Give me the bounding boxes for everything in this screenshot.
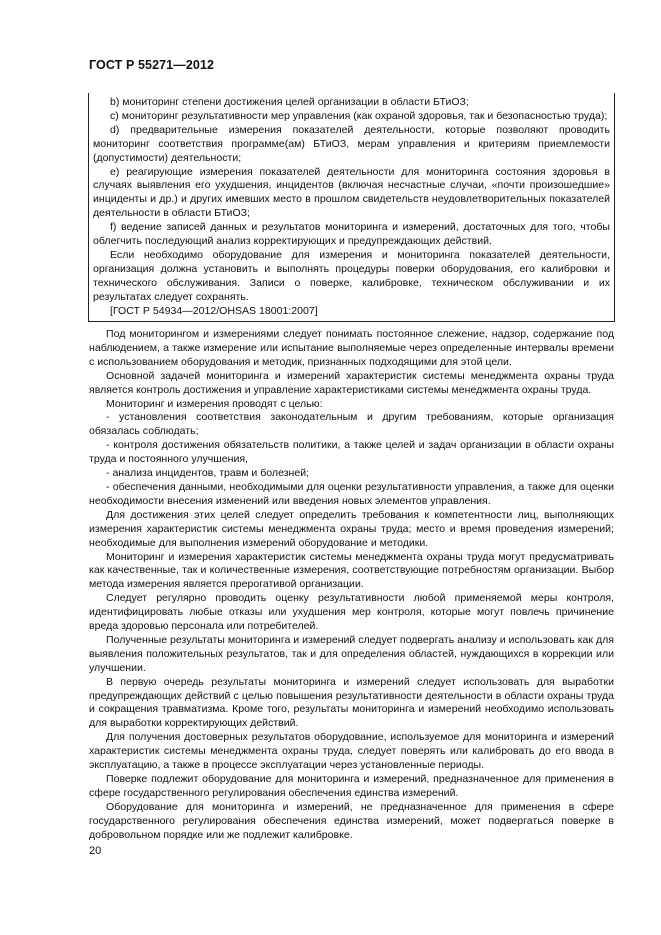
list-item: - установления соответствия законодательным и другим требованиям, которые организация обязалась соблюдать; [89, 411, 614, 438]
paragraph: Мониторинг и измерения характеристик системы менеджмента охраны труда могут предусматривать как качественные, так и количественные измерения, соответствующие потребностям организации. Выбор метода измерения является прерогативой организации. [89, 550, 614, 591]
paragraph: Мониторинг и измерения проводят с целью: [106, 397, 323, 410]
paragraph: Основной задачей мониторинга и измерений характеристик системы менеджмента охраны труда является контроль достижения и управление характеристиками системы менеджмента охраны труда. [89, 369, 614, 396]
paragraph: В первую очередь результаты мониторинга и измерений следует использовать для выработки предупреждающих действий с целью повышения результативности деятельности в области охраны труда и сокращения травматизма. Кроме того, результаты мониторинга и измерений необходимо использовать для выработки корректирующих действий. [89, 675, 614, 730]
quote-item: e) реагирующие измерения показателей деятельности для мониторинга состояния здоровья в случаях выявления его ухудшения, инцидентов (включая несчастные случаи, «почти произошедшие» инциденты и др.) и других имевших место в прошлом свидетельств неудовлетворительных показателей деятельности в области БТиОЗ; [93, 165, 610, 220]
paragraph: Под мониторингом и измерениями следует понимать постоянное слежение, надзор, содержание под наблюдением, а также измерение или испытание выполняемые через определенные интервалы времени с использованием оборудования и методик, признанных подходящими для этой цели. [89, 328, 614, 368]
quote-box [88, 93, 615, 322]
body-text [89, 328, 614, 843]
page-number: 20 [89, 845, 102, 857]
paragraph: Полученные результаты мониторинга и измерений следует подвергать анализу и использовать как для выявления положительных результатов, так и для определения областей, нуждающихся в коррекции или улучшении. [89, 633, 614, 674]
paragraph: Оборудование для мониторинга и измерений, не предназначенное для применения в сфере государственного регулирования обеспечения единства измерений, может подвергаться поверке в добровольном порядке или же подлежит калибровке. [89, 800, 614, 841]
paragraph: Поверке подлежит оборудование для мониторинга и измерений, предназначенное для применения в сфере государственного регулирования обеспечения единства измерений. [89, 773, 614, 799]
paragraph: Для получения достоверных результатов оборудование, используемое для мониторинга и измерений характеристик системы менеджмента охраны труда, следует поверять или калибровать до его ввода в эксплуатацию, а также в процессе эксплуатации через установленные периоды. [89, 731, 614, 772]
list-item: - контроля достижения обязательств политики, а также целей и задач организации в области охраны труда и постоянного улучшения, [89, 439, 614, 466]
quote-reference: [ГОСТ Р 54934—2012/OHSAS 18001:2007] [110, 304, 318, 317]
paragraph: Для достижения этих целей следует определить требования к компетентности лиц, выполняющих измерения характеристик системы менеджмента охраны труда; место и время проведения измерений; необходимые для выполнения измерений оборудование и методики. [89, 508, 614, 549]
list-item: - анализа инцидентов, травм и болезней; [106, 467, 310, 480]
quote-item: d) предварительные измерения показателей деятельности, которые позволяют проводить мониторинг соответствия программе(ам) БТиОЗ, мерам управления и критериям приемлемости (допустимости) деятельности; [93, 123, 610, 164]
paragraph: Следует регулярно проводить оценку результативности любой применяемой меры контроля, идентифицировать любые отказы или ухудшения мер контроля, которые могут повлечь причинение вреда здоровью персонала или потребителей. [89, 592, 614, 633]
document-header: ГОСТ Р 55271—2012 [89, 58, 215, 72]
quote-item: Если необходимо оборудование для измерения и мониторинга показателей деятельности, организация должна установить и выполнять процедуры поверки оборудования, его калибровки и технического обслуживания. Записи о поверке, калибровке, техническом обслуживании и их результатах следует сохранять. [93, 248, 610, 303]
quote-item: f) ведение записей данных и результатов мониторинга и измерений, достаточных для того, чтобы облегчить последующий анализ корректирующих и предупреждающих действий. [93, 221, 610, 248]
list-item: - обеспечения данными, необходимыми для оценки результативности управления, а также для оценки необходимости внесения изменений или введения новых элементов управления. [89, 480, 614, 507]
quote-item: c) мониторинг результативности мер управления (как охраной здоровья, так и безопасностью труда); [110, 109, 608, 122]
quote-item: b) мониторинг степени достижения целей организации в области БТиОЗ; [110, 96, 469, 108]
